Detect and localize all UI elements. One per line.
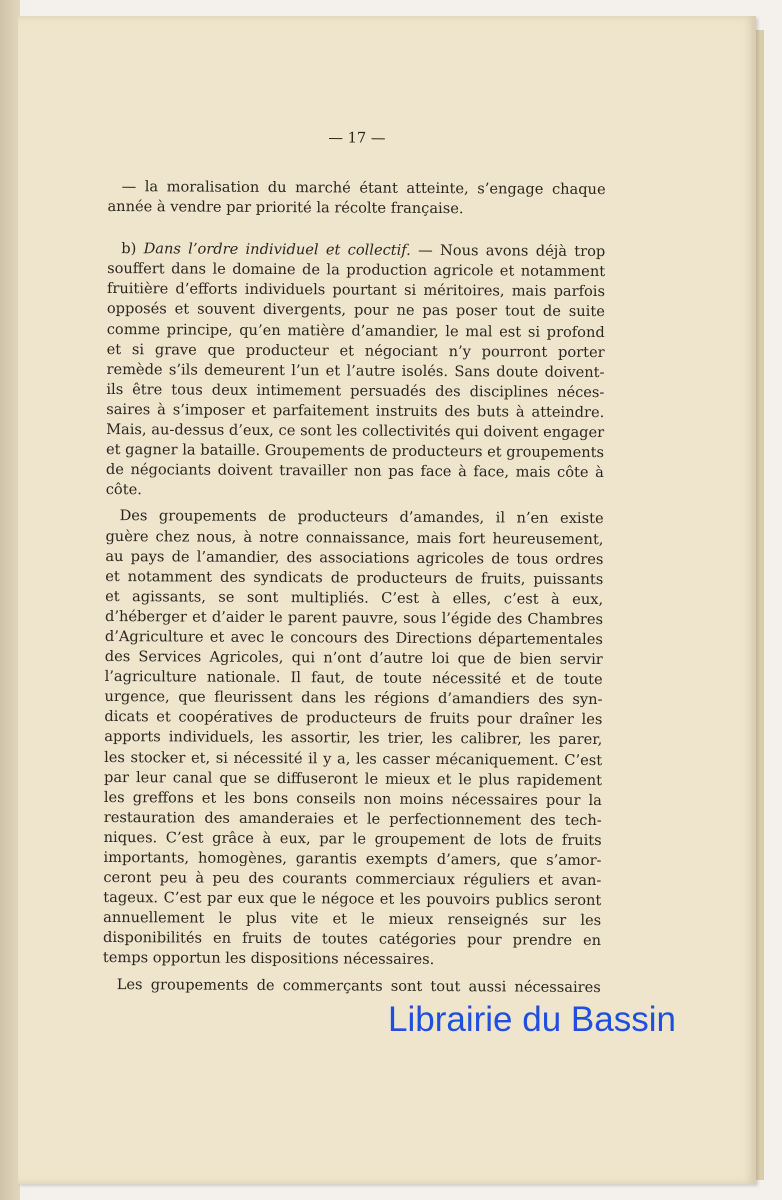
text-line: et si grave que producteur et négociant n’y pourront porter xyxy=(106,340,605,361)
paragraph-1 xyxy=(107,177,605,220)
page-number: — 17 — xyxy=(328,129,386,147)
text-line: d’héberger et d’aider le parent pauvre, sous l’égide des Chambres xyxy=(104,607,604,628)
text-line: niques. C’est grâce à eux, par le groupement de lots de fruits xyxy=(103,828,602,849)
text-line: des Services Agricoles, qui n’ont d’autre loi que de bien servir xyxy=(104,648,603,669)
paragraph-3 xyxy=(103,506,604,971)
text-line: opposés et souvent divergents, pour ne pas poser tout de suite xyxy=(106,300,605,321)
text-line: temps opportun les dispositions nécessaires. xyxy=(102,949,435,969)
text-line: année à vendre par priorité la récolte française. xyxy=(107,198,464,218)
text-line: disponibilités en fruits de toutes catégories pour prendre en xyxy=(102,929,602,950)
text-line: Les groupements de commerçants sont tout aussi nécessaires xyxy=(116,975,601,996)
text-line: côte. xyxy=(105,481,142,499)
text-line: d’Agriculture et avec le concours des Directions départementales xyxy=(104,627,603,649)
text-line: et notamment des syndicats de producteurs de fruits, puissants xyxy=(105,567,604,588)
text-line: ceront peu à peu des courants commerciaux réguliers et avan- xyxy=(103,869,602,890)
paragraph-4 xyxy=(103,975,601,998)
lead-text: — Nous avons déjà trop xyxy=(410,242,606,261)
page-text xyxy=(103,126,606,998)
text-line: et agissants, se sont multipliés. C’est à elles, c’est à eux, xyxy=(105,587,604,608)
text-line: de négociants doivent travailler non pas face à face, mais côte à xyxy=(105,461,604,482)
text-line: Mais, au-dessus d’eux, ce sont les collectivités qui doivent engager xyxy=(106,421,605,442)
text-line: et gagner la bataille. Groupements de producteurs et groupements xyxy=(105,441,605,462)
text-line: ils être tous deux intimement persuadés des disciplines néces- xyxy=(106,380,605,401)
paragraph-2 xyxy=(106,239,606,503)
text-line: dicats et coopératives de producteurs de fruits pour draîner les xyxy=(104,708,603,729)
text-line: importants, homogènes, garantis exempts d’amers, que s’amor- xyxy=(103,848,602,870)
text-line: les greffons et les bons conseils non moins nécessaires pour la xyxy=(103,788,602,809)
text-line: — la moralisation du marché étant atteinte, s’engage chaque xyxy=(121,178,606,199)
section-label: b) xyxy=(121,240,144,258)
text-line: apports individuels, les assortir, les trier, les calibrer, les parer, xyxy=(104,728,603,749)
text-line: guère chez nous, à notre connaissance, mais fort heureusement, xyxy=(105,527,604,548)
text-line: comme principe, qu’en matière d’amandier, le mal est si profond xyxy=(106,320,605,341)
text-line: fruitière d’efforts individuels pourtant si méritoires, mais parfois xyxy=(106,280,606,301)
text-line: tageux. C’est par eux que le négoce et les pouvoirs publics seront xyxy=(103,889,602,910)
text-line: annuellement le plus vite et le mieux renseignés sur les xyxy=(103,909,602,930)
text-line: souffert dans le domaine de la production agricole et notamment xyxy=(107,260,606,281)
text-line: les stocker et, si nécessité il y a, les casser mécaniquement. C’est xyxy=(104,748,603,769)
watermark: Librairie du Bassin xyxy=(388,1000,676,1039)
section-heading: Dans l’ordre individuel et collectif. xyxy=(143,240,411,260)
text-line: par leur canal que se diffuseront le mieux et le plus rapidement xyxy=(103,768,603,789)
text-line: l’agriculture nationale. Il faut, de toute nécessité et de toute xyxy=(104,668,603,689)
text-line: remède s’ils demeurent l’un et l’autre isolés. Sans doute doivent- xyxy=(106,360,605,381)
text-line: urgence, que fleurissent dans les régions d’amandiers des syn- xyxy=(104,688,603,709)
text-line: restauration des amanderaies et le perfectionnement des tech- xyxy=(103,808,602,829)
adjacent-page-edge xyxy=(0,0,20,1200)
text-line: Des groupements de producteurs d’amandes, il n’en existe xyxy=(119,507,604,528)
text-line: au pays de l’amandier, des associations agricoles de tous ordres xyxy=(105,547,604,568)
text-line: saires à s’imposer et parfaitement instruits des buts à atteindre. xyxy=(106,400,605,421)
